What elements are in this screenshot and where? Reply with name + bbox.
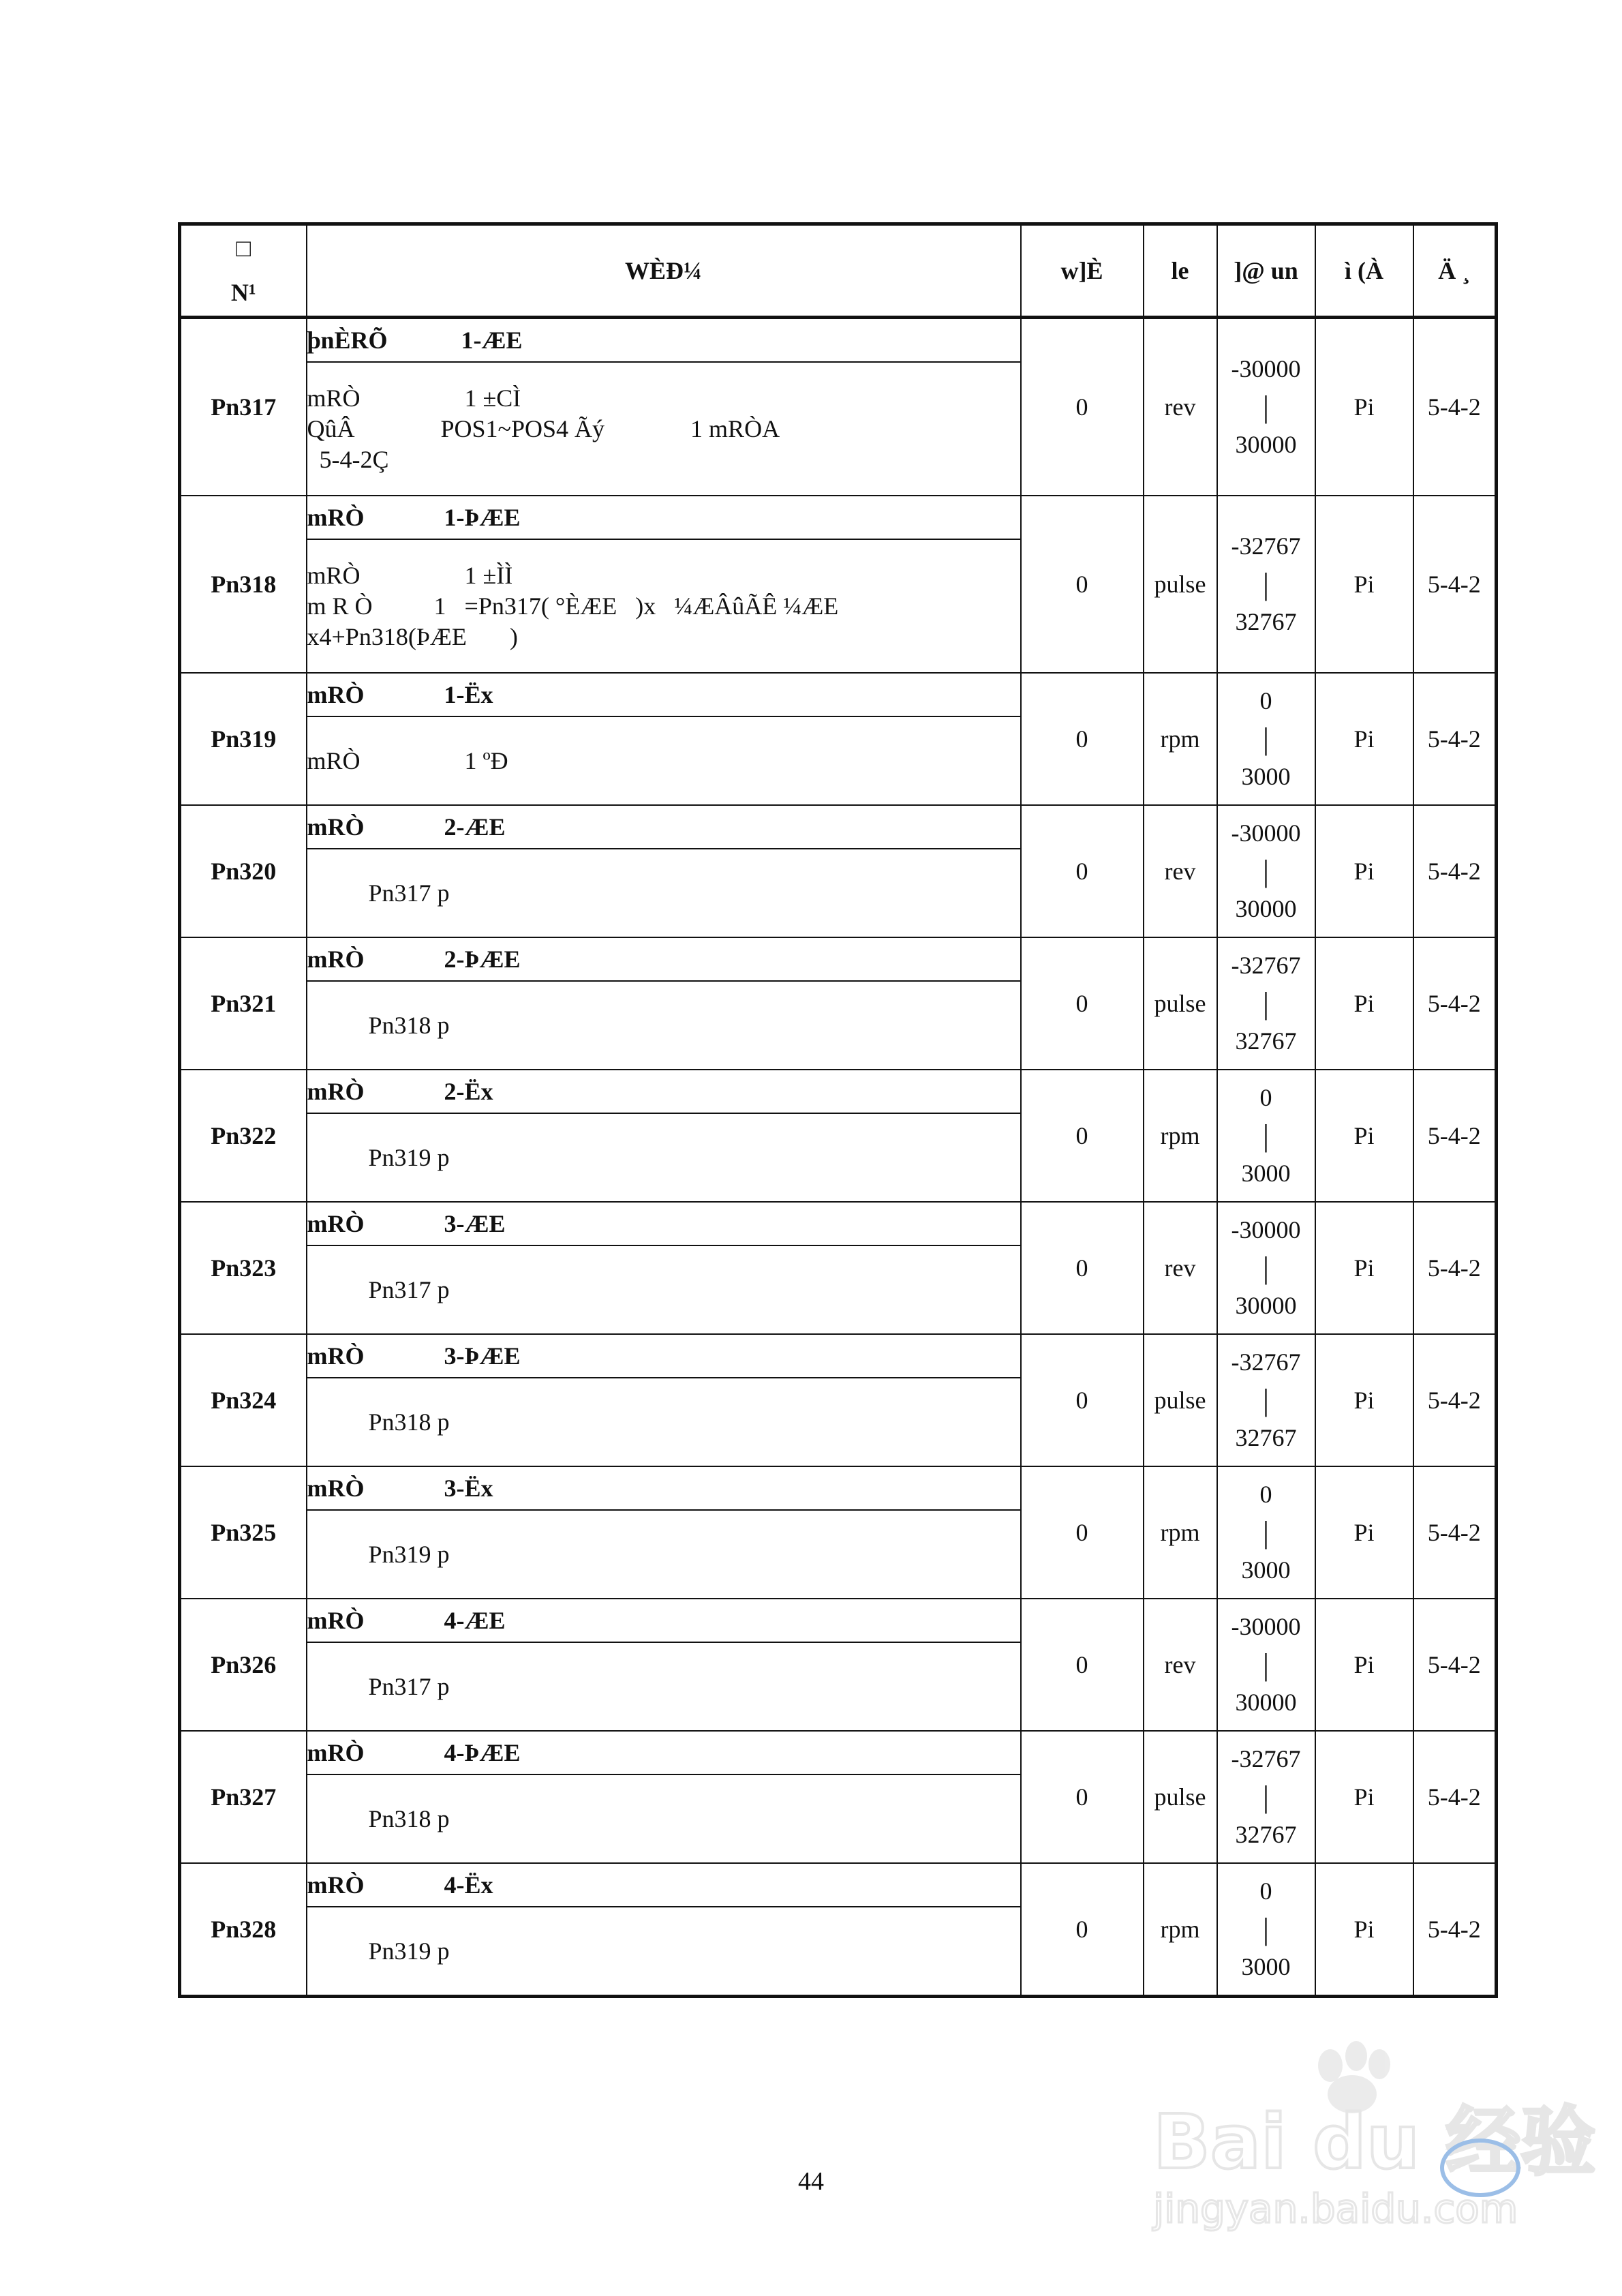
watermark-brand: Bai du 经验 bbox=[1153, 2098, 1596, 2186]
param-number: Pn322 bbox=[180, 1070, 307, 1202]
param-name: mRÒ 2-ÞÆE bbox=[307, 937, 1021, 981]
setting-range bbox=[1217, 1202, 1315, 1334]
default-value: 0 bbox=[1021, 1334, 1144, 1466]
reference-section: 5-4-2 bbox=[1413, 1202, 1497, 1334]
param-number: Pn317 bbox=[180, 318, 307, 496]
range-min: -32767 bbox=[1231, 1744, 1301, 1772]
range-separator: | bbox=[1262, 389, 1270, 424]
baidu-jingyan-watermark bbox=[1139, 2038, 1596, 2236]
table-row bbox=[180, 1334, 1497, 1378]
setting-range bbox=[1217, 937, 1315, 1070]
effective-timing: Pi bbox=[1315, 1070, 1413, 1202]
range-min: 0 bbox=[1259, 1877, 1272, 1905]
unit: rpm bbox=[1144, 673, 1217, 805]
range-min: 0 bbox=[1259, 1083, 1272, 1111]
range-min: -32767 bbox=[1231, 951, 1301, 979]
param-number: Pn321 bbox=[180, 937, 307, 1070]
param-description: Pn317 p bbox=[307, 1245, 1021, 1334]
param-name: mRÒ 4-Ëx bbox=[307, 1863, 1021, 1907]
param-name: mRÒ 4-ÆE bbox=[307, 1599, 1021, 1642]
header-effective: ì (À bbox=[1315, 224, 1413, 318]
default-value: 0 bbox=[1021, 1599, 1144, 1731]
header-default: w]È bbox=[1021, 224, 1144, 318]
reference-section: 5-4-2 bbox=[1413, 673, 1497, 805]
range-separator: | bbox=[1262, 1911, 1270, 1946]
default-value: 0 bbox=[1021, 496, 1144, 673]
range-max: 3000 bbox=[1241, 1556, 1291, 1584]
range-separator: | bbox=[1262, 1250, 1270, 1285]
param-number: Pn318 bbox=[180, 496, 307, 673]
setting-range bbox=[1217, 1599, 1315, 1731]
reference-section: 5-4-2 bbox=[1413, 496, 1497, 673]
effective-timing: Pi bbox=[1315, 496, 1413, 673]
param-description: Pn317 p bbox=[307, 1642, 1021, 1731]
range-max: 30000 bbox=[1235, 1689, 1297, 1717]
param-description: mRÒ 1 ±CÌ QûÂ POS1~POS4 Ãý 1 mRÒA 5-4-2Ç bbox=[307, 362, 1021, 496]
range-separator: | bbox=[1262, 721, 1270, 756]
param-description: Pn318 p bbox=[307, 1774, 1021, 1863]
table-row bbox=[180, 805, 1497, 849]
param-name: mRÒ 4-ÞÆE bbox=[307, 1731, 1021, 1774]
default-value: 0 bbox=[1021, 673, 1144, 805]
param-description: Pn319 p bbox=[307, 1113, 1021, 1202]
table-row bbox=[180, 673, 1497, 716]
effective-timing: Pi bbox=[1315, 1202, 1413, 1334]
table-header-row bbox=[180, 224, 1497, 318]
unit: rev bbox=[1144, 805, 1217, 937]
watermark-url: jingyan.baidu.com bbox=[1153, 2186, 1518, 2232]
range-min: -30000 bbox=[1231, 1215, 1301, 1243]
param-name: mRÒ 3-ÞÆE bbox=[307, 1334, 1021, 1378]
table-row bbox=[180, 1599, 1497, 1642]
reference-section: 5-4-2 bbox=[1413, 1334, 1497, 1466]
page-number: 44 bbox=[798, 2167, 824, 2196]
default-value: 0 bbox=[1021, 1863, 1144, 1997]
effective-timing: Pi bbox=[1315, 673, 1413, 805]
reference-section: 5-4-2 bbox=[1413, 1863, 1497, 1997]
range-max: 32767 bbox=[1235, 1821, 1297, 1849]
unit: rpm bbox=[1144, 1070, 1217, 1202]
reference-section: 5-4-2 bbox=[1413, 1466, 1497, 1599]
table-row bbox=[180, 1202, 1497, 1245]
range-separator: | bbox=[1262, 985, 1270, 1021]
effective-timing: Pi bbox=[1315, 805, 1413, 937]
range-separator: | bbox=[1262, 853, 1270, 888]
range-max: 32767 bbox=[1235, 1027, 1297, 1055]
param-description: mRÒ 1 ºÐ bbox=[307, 716, 1021, 805]
param-description: Pn318 p bbox=[307, 981, 1021, 1070]
range-max: 3000 bbox=[1241, 1160, 1291, 1188]
param-number: Pn326 bbox=[180, 1599, 307, 1731]
range-min: -32767 bbox=[1231, 1348, 1301, 1376]
effective-timing: Pi bbox=[1315, 1334, 1413, 1466]
parameter-table bbox=[178, 222, 1498, 1998]
effective-timing: Pi bbox=[1315, 1466, 1413, 1599]
range-min: -30000 bbox=[1231, 819, 1301, 847]
range-separator: | bbox=[1262, 1117, 1270, 1153]
effective-timing: Pi bbox=[1315, 1599, 1413, 1731]
param-name: þnÈRÕ 1-ÆE bbox=[307, 318, 1021, 363]
unit: rev bbox=[1144, 1202, 1217, 1334]
effective-timing: Pi bbox=[1315, 1731, 1413, 1863]
effective-timing: Pi bbox=[1315, 1863, 1413, 1997]
param-name: mRÒ 1-Ëx bbox=[307, 673, 1021, 716]
unit: rev bbox=[1144, 1599, 1217, 1731]
param-name: mRÒ 3-Ëx bbox=[307, 1466, 1021, 1510]
unit: pulse bbox=[1144, 1334, 1217, 1466]
param-number: Pn328 bbox=[180, 1863, 307, 1997]
setting-range bbox=[1217, 496, 1315, 673]
unit: rpm bbox=[1144, 1863, 1217, 1997]
header-unit: le bbox=[1144, 224, 1217, 318]
table-row bbox=[180, 496, 1497, 539]
effective-timing: Pi bbox=[1315, 937, 1413, 1070]
default-value: 0 bbox=[1021, 1731, 1144, 1863]
setting-range bbox=[1217, 1863, 1315, 1997]
param-name: mRÒ 1-ÞÆE bbox=[307, 496, 1021, 539]
param-name: mRÒ 2-ÆE bbox=[307, 805, 1021, 849]
param-description: Pn318 p bbox=[307, 1378, 1021, 1466]
setting-range bbox=[1217, 1466, 1315, 1599]
unit: pulse bbox=[1144, 1731, 1217, 1863]
range-max: 30000 bbox=[1235, 431, 1297, 459]
reference-section: 5-4-2 bbox=[1413, 805, 1497, 937]
param-name: mRÒ 3-ÆE bbox=[307, 1202, 1021, 1245]
setting-range bbox=[1217, 805, 1315, 937]
range-max: 30000 bbox=[1235, 1292, 1297, 1320]
setting-range bbox=[1217, 1070, 1315, 1202]
param-name: mRÒ 2-Ëx bbox=[307, 1070, 1021, 1113]
param-number: Pn320 bbox=[180, 805, 307, 937]
param-description: Pn319 p bbox=[307, 1907, 1021, 1997]
table-row bbox=[180, 318, 1497, 363]
setting-range bbox=[1217, 318, 1315, 496]
range-min: 0 bbox=[1259, 686, 1272, 714]
table-row bbox=[180, 1070, 1497, 1113]
param-description: mRÒ 1 ±ÌÌ m R Ò 1 =Pn317( °ÈÆE )x ¼ÆÂûÃÊ ¼ÆE x4+Pn318(ÞÆE ) bbox=[307, 539, 1021, 673]
reference-section: 5-4-2 bbox=[1413, 1070, 1497, 1202]
table-row bbox=[180, 1466, 1497, 1510]
param-description: Pn319 p bbox=[307, 1510, 1021, 1599]
default-value: 0 bbox=[1021, 1466, 1144, 1599]
range-separator: | bbox=[1262, 1514, 1270, 1550]
range-max: 3000 bbox=[1241, 763, 1291, 791]
header-param-number: □ N¹ bbox=[180, 224, 307, 318]
range-min: -30000 bbox=[1231, 1612, 1301, 1640]
reference-section: 5-4-2 bbox=[1413, 937, 1497, 1070]
unit: pulse bbox=[1144, 937, 1217, 1070]
default-value: 0 bbox=[1021, 937, 1144, 1070]
header-reference: Ä ¸ bbox=[1413, 224, 1497, 318]
table-row bbox=[180, 1731, 1497, 1774]
setting-range bbox=[1217, 1731, 1315, 1863]
table-row bbox=[180, 937, 1497, 981]
header-param-name: WÈÐ¼ bbox=[307, 224, 1021, 318]
setting-range bbox=[1217, 1334, 1315, 1466]
range-separator: | bbox=[1262, 1382, 1270, 1417]
param-number: Pn319 bbox=[180, 673, 307, 805]
param-number: Pn323 bbox=[180, 1202, 307, 1334]
range-max: 30000 bbox=[1235, 895, 1297, 923]
header-range: ]@ un bbox=[1217, 224, 1315, 318]
table-row bbox=[180, 1863, 1497, 1907]
unit: rpm bbox=[1144, 1466, 1217, 1599]
default-value: 0 bbox=[1021, 318, 1144, 496]
range-max: 3000 bbox=[1241, 1953, 1291, 1981]
unit: pulse bbox=[1144, 496, 1217, 673]
range-min: -32767 bbox=[1231, 532, 1301, 560]
effective-timing: Pi bbox=[1315, 318, 1413, 496]
unit: rev bbox=[1144, 318, 1217, 496]
default-value: 0 bbox=[1021, 1202, 1144, 1334]
reference-section: 5-4-2 bbox=[1413, 1599, 1497, 1731]
range-separator: | bbox=[1262, 1646, 1270, 1682]
range-separator: | bbox=[1262, 566, 1270, 601]
param-number: Pn324 bbox=[180, 1334, 307, 1466]
reference-section: 5-4-2 bbox=[1413, 1731, 1497, 1863]
default-value: 0 bbox=[1021, 805, 1144, 937]
param-number: Pn325 bbox=[180, 1466, 307, 1599]
default-value: 0 bbox=[1021, 1070, 1144, 1202]
range-max: 32767 bbox=[1235, 1424, 1297, 1452]
range-min: -30000 bbox=[1231, 354, 1301, 382]
param-number: Pn327 bbox=[180, 1731, 307, 1863]
reference-section: 5-4-2 bbox=[1413, 318, 1497, 496]
range-max: 32767 bbox=[1235, 608, 1297, 636]
param-description: Pn317 p bbox=[307, 849, 1021, 937]
range-separator: | bbox=[1262, 1779, 1270, 1814]
range-min: 0 bbox=[1259, 1480, 1272, 1508]
setting-range bbox=[1217, 673, 1315, 805]
